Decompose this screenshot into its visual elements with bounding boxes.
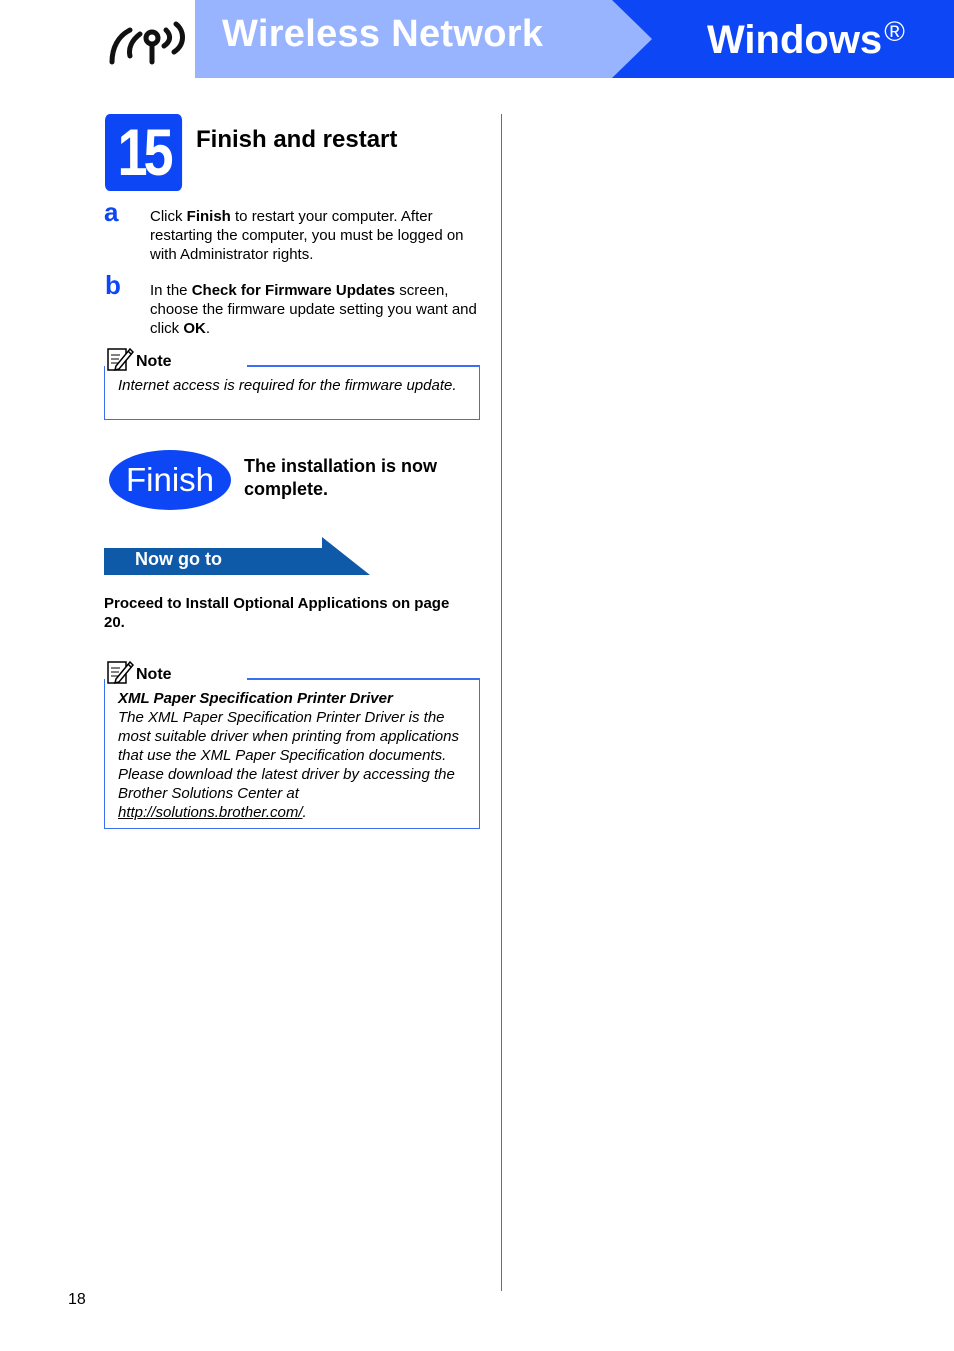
note-text: Internet access is required for the firmware update. <box>118 377 457 394</box>
header-arrow-shape <box>612 0 652 78</box>
note-heading: XML Paper Specification Printer Driver <box>118 690 393 707</box>
substep-letter-b: b <box>105 270 121 300</box>
note-label: Note <box>136 666 172 683</box>
page-number: 18 <box>68 1291 86 1308</box>
step-title: Finish and restart <box>196 126 398 153</box>
column-divider <box>501 114 502 1291</box>
note-text: XML Paper Specification Printer Driver The XML Paper Specification Printer Driver is the most suitable driver when printing from applications that use the XML Paper Specification documents. Please download the latest driver by accessing the Brother Solutions Center at http://solutions.brother.com/. <box>118 690 459 821</box>
solutions-link[interactable]: http://solutions.brother.com/ <box>118 804 303 821</box>
substep-letter-a: a <box>104 197 119 227</box>
note-label: Note <box>136 353 172 370</box>
finish-message: The installation is now complete. <box>244 456 438 499</box>
note-top-rule <box>247 365 480 367</box>
substep-b-text: In the Check for Firmware Updates screen, choose the firmware update setting you want and click OK. <box>150 282 477 337</box>
finish-badge: Finish <box>109 450 231 510</box>
proceed-instruction: Proceed to Install Optional Applications on page 20. <box>104 595 450 631</box>
wireless-signal-icon <box>100 10 190 70</box>
header-os-label: Windows® <box>707 16 905 62</box>
note-pencil-icon <box>106 659 134 685</box>
note-top-rule <box>247 678 480 680</box>
note-pencil-icon <box>106 346 134 372</box>
now-go-to-label: Now go to <box>135 549 222 569</box>
header-title: Wireless Network <box>222 13 544 55</box>
step-number-badge: 15 <box>105 114 182 191</box>
substep-a-text: Click Finish to restart your computer. After restarting the computer, you must be logged on with Administrator rights. <box>150 208 464 263</box>
